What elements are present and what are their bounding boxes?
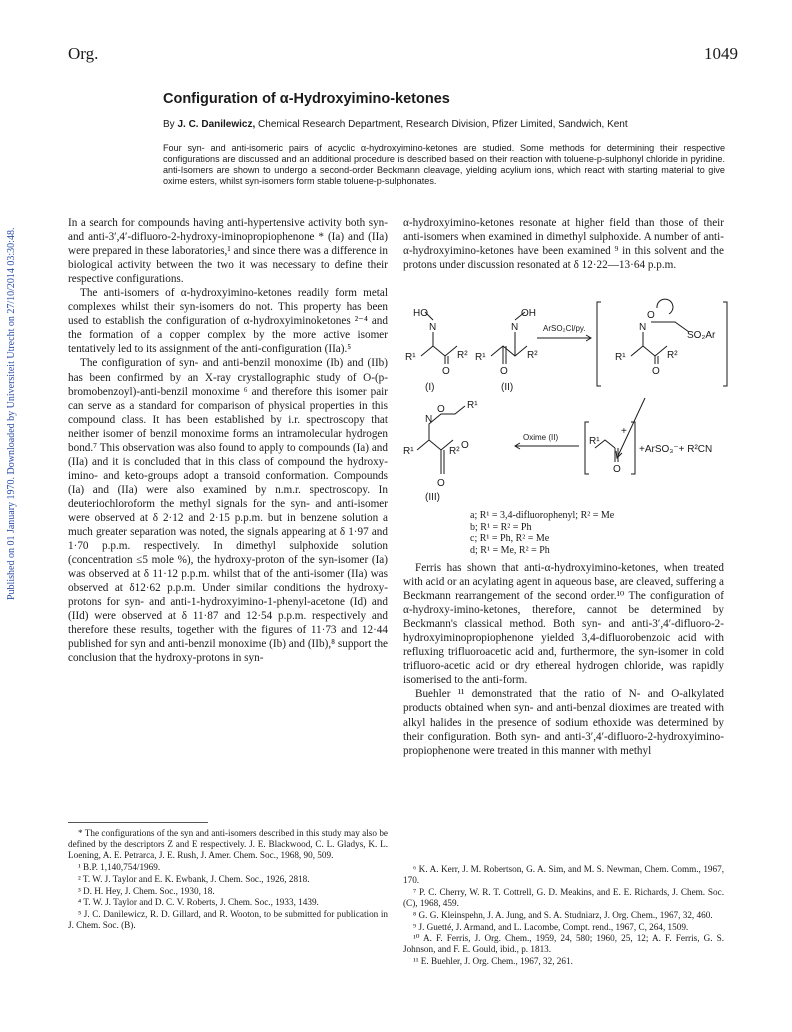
atom-r2: R² <box>667 350 678 361</box>
paragraph: α-hydroxyimino-ketones resonate at higher field than those of their anti-isomers when examined in dimethyl sulphoxide. A number of anti-α-hydroxyimino-ketones have been examined ⁹ in this solvent and the protons under discussion resonated at δ 12·22—13·64 p.p.m. <box>403 217 724 272</box>
paragraph: The anti-isomers of α-hydroxyimino-ketones readily form metal complexes whilst their syn-isomers do not. This property has been used to establish the configuration of α-hydroxyiminoketones ²⁻⁴ and the formation of a copper complex by the more active isomer tentatively led to its assignment of the anti-configuration (IIa).⁵ <box>68 287 388 356</box>
page-number: 1049 <box>704 44 738 63</box>
footnote: ⁸ G. G. Kleinspehn, J. A. Jung, and S. A. Studniarz, J. Org. Chem., 1967, 32, 460. <box>413 909 713 920</box>
journal-section: Org. <box>68 44 99 63</box>
atom-r1: R¹ <box>589 436 600 447</box>
atom-r2: R² <box>457 350 468 361</box>
paragraph: Buehler ¹¹ demonstrated that the ratio of N- and O-alkylated products obtained when syn- and anti-benzal dioximes are treated with alkyl halides in the presence of sodium ethoxide was determined by their configuration. Both syn- and anti-3′,4′-difluoro-2-hydroxyimino-propiophenone were treated in this manner with methyl <box>403 688 724 757</box>
footnotes-right <box>403 864 724 968</box>
byproducts: +ArSO₃⁻+ R²CN <box>639 444 713 455</box>
atom-n: N <box>425 414 433 425</box>
paragraph: In a search for compounds having anti-hypertensive activity both syn- and anti-3′,4′-difluoro-2-hydroxy-iminopropiophenone * (Ia) and (IIa) were prepared in these laboratories,¹ and since there was a difference in biological activity between the two it was necessary to define their respective configurations. <box>68 217 388 286</box>
byline <box>163 119 628 130</box>
atom-o: O <box>652 366 660 377</box>
abstract: Four syn- and anti-isomeric pairs of acyclic α-hydroxyimino-ketones are studied. Some methods for determining their respective configurations are discussed and an additional procedure is described based on their reaction with toluene-p-sulphonyl chloride in pyridine. anti-Isomers are shown to undergo a second-order Beckmann cleavage, yielding acylium ions, which react with starting material to give oxime esters, whilst syn-isomers form stable toluene-p-sulphonates. <box>163 143 725 187</box>
atom-n: N <box>639 322 647 333</box>
reagent-arso2cl: ArSO₂Cl/py. <box>543 324 586 333</box>
atom-r1: R¹ <box>467 400 478 411</box>
right-column-bottom <box>403 561 724 758</box>
compound-label-ii: (II) <box>501 382 514 393</box>
footnote: ⁴ T. W. J. Taylor and D. C. V. Roberts, J. Chem. Soc., 1933, 1439. <box>78 897 319 908</box>
atom-r1: R¹ <box>475 352 486 363</box>
affiliation: Chemical Research Department, Research Division, Pfizer Limited, Sandwich, Kent <box>258 119 628 130</box>
footnote: ¹⁰ A. F. Ferris, J. Org. Chem., 1959, 24, 580; 1960, 25, 12; A. F. Ferris, G. S. Johnson, and F. E. Gould, ibid., p. 1813. <box>403 933 724 955</box>
atom-o: O <box>613 464 621 475</box>
atom-so2ar: SO₂Ar <box>687 330 716 341</box>
atom-ho: HO <box>413 308 428 319</box>
footnote: ⁹ J. Guetté, J. Armand, and L. Lacombe, Compt. rend., 1967, C, 264, 1509. <box>413 921 689 932</box>
substituent-c: c; R¹ = Ph, R² = Me <box>470 533 550 544</box>
substituent-d: d; R¹ = Me, R² = Ph <box>470 544 550 556</box>
footnote: ⁷ P. C. Cherry, W. R. T. Cottrell, G. D. Meakins, and E. E. Richards, J. Chem. Soc. (C), 1968, 459. <box>403 886 724 908</box>
footnote: ³ D. H. Hey, J. Chem. Soc., 1930, 18. <box>78 885 215 896</box>
atom-r2: R² <box>449 446 460 457</box>
atom-n: N <box>511 322 519 333</box>
atom-o: O <box>442 366 450 377</box>
atom-o: O <box>461 440 469 451</box>
paragraph: Ferris has shown that anti-α-hydroxyimino-ketones, when treated with acid or an acylating agent in aqueous base, are cleaved, suffering a Beckmann rearrangement of the second order.¹⁰ The configuration of α-hydroxy-imino-ketones, therefore, cannot be determined by Beckmann's classical method. Both syn- and anti-3′,4′-difluoro-2-hydroxyiminopropiophenone yielded 3,4-difluorobenzoic acid with refluxing trifluoroacetic acid and, furthermore, the syn-isomer in cold trifluoro-acetic acid or dry ethereal hydrogen chloride, was rapidly isomerised to the anti-form. <box>403 562 724 687</box>
byline-by: By <box>163 119 175 130</box>
footnote: ⁵ J. C. Danilewicz, R. D. Gillard, and R. Wooton, to be submitted for publication in J. Chem. Soc. (B). <box>68 909 388 931</box>
reagent-oxime: Oxime (II) <box>523 433 559 442</box>
download-notice-text[interactable]: Published on 01 January 1970. Downloaded by Universiteit Utrecht on 27/10/2014 03:30:48. <box>6 227 17 600</box>
footnote-rule <box>68 822 208 823</box>
compound-label-iii: (III) <box>425 492 440 503</box>
compound-label-i: (I) <box>425 382 435 393</box>
atom-r1: R¹ <box>403 446 414 457</box>
charge-plus: + <box>621 426 627 437</box>
left-column <box>68 216 388 666</box>
footnote: * The configurations of the syn and anti-isomers described in this study may also be defined by the descriptors Z and E respectively. J. E. Blackwood, C. L. Gladys, K. L. Loening, A. E. Petrarca, J. E. Rush, J. Amer. Chem. Soc., 1968, 90, 509. <box>68 828 388 860</box>
atom-o: O <box>437 404 445 415</box>
atom-r1: R¹ <box>405 352 416 363</box>
atom-n: N <box>429 322 437 333</box>
atom-o: O <box>437 478 445 489</box>
compound-substituents <box>470 510 614 556</box>
atom-o: O <box>647 310 655 321</box>
paragraph: The configuration of syn- and anti-benzil monoxime (Ib) and (IIb) has been confirmed by an X-ray crystallographic study of O-(p-bromobenzoyl)-anti-benzil monoxime ⁶ and therefore this isomer pair can serve as a standard for comparison of physical properties in this compound class. It has been established by i.r. spectroscopy that neither isomer of benzil monoxime forms an intramolecular hydrogen bond.⁷ This observation was also found to apply to compounds (Ia) and (IIa) and it is concluded that in this class of compound the hydroxy-imino- and keto-groups adopt a transoid conformation. Compounds (Ia) and (IIa) were also examined by n.m.r. spectroscopy. In deuteriochloroform the methyl signals for the syn- and anti-isomer were observed at δ 2·12 and 2·15 p.p.m. but in benzene solution a much greater separation was noted, the signals appearing at δ 1·97 and 1·70 p.p.m. respectively. In dimethyl sulphoxide solution (concentration ≤5 mole %), the hydroxy-proton of the syn-isomer (Ia) was observed at δ 11·12 p.p.m. whilst that of the anti-isomer (IIa) was observed at δ12·62 p.p.m. Under similar conditions the hydroxy-protons for syn- and anti-1-hydroxyimino-1-phenyl-acetone (Id) and (IId) were observed at δ 11·87 and 12·54 p.p.m. respectively and therefore these results, together with the figures of 11·73 and 12·44 published for syn and anti-benzil monoxime (Ib) and (IIb),⁸ support the conclusion that the hydroxy-protons in syn- <box>68 357 388 665</box>
atom-oh: OH <box>521 308 536 319</box>
footnote: ⁶ K. A. Kerr, J. M. Robertson, G. A. Sim, and M. S. Newman, Chem. Comm., 1967, 170. <box>403 864 724 885</box>
atom-r2: R² <box>527 350 538 361</box>
right-column-top <box>403 216 724 272</box>
substituent-b: b; R¹ = R² = Ph <box>470 521 532 533</box>
footnote: ¹¹ E. Buehler, J. Org. Chem., 1967, 32, 261. <box>413 956 573 967</box>
author-name: J. C. Danilewicz, <box>177 119 256 130</box>
atom-o: O <box>500 366 508 377</box>
footnotes-left <box>68 828 388 932</box>
footnote: ¹ B.P. 1,140,754/1969. <box>78 861 161 872</box>
article-title: Configuration of α-Hydroxyimino-ketones <box>163 91 450 107</box>
substituent-a: a; R¹ = 3,4-difluorophenyl; R² = Me <box>470 510 615 521</box>
footnote: ² T. W. J. Taylor and E. K. Ewbank, J. Chem. Soc., 1926, 2818. <box>78 873 310 884</box>
atom-r1: R¹ <box>615 352 626 363</box>
